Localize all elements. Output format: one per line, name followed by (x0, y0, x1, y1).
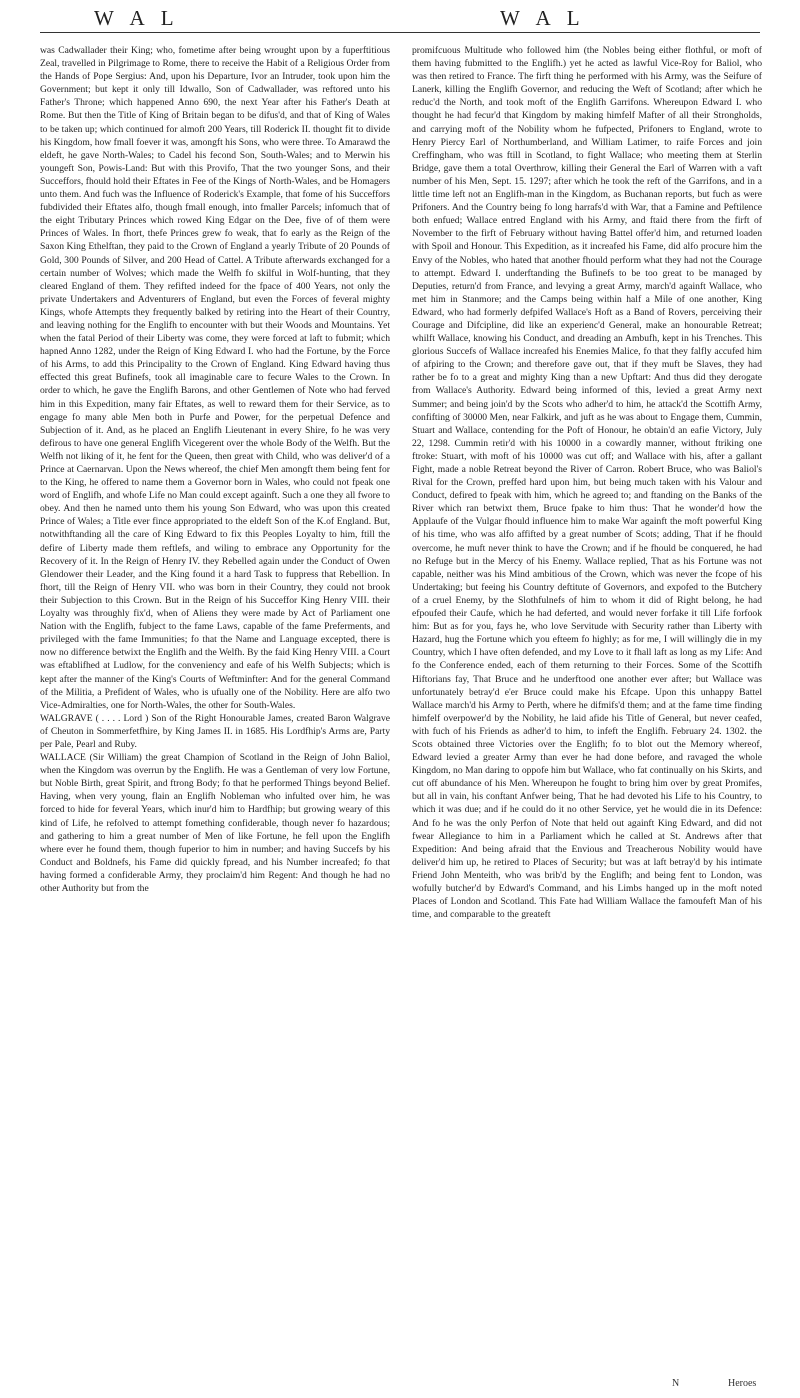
catchword: Heroes (728, 1378, 757, 1389)
header-rule (40, 32, 760, 33)
signature-mark: N (672, 1378, 680, 1389)
entry-walgrave: WALGRAVE ( . . . . Lord ) Son of the Right Honourable James, created Baron Walgrave of Cheuton in Sommerfetfhire, by King James II. in 1685. His Lordfhip's Arms are, Party per Pale, Pearl and Ruby. (40, 712, 390, 750)
running-head-left: W A L (94, 6, 180, 30)
entry-wales-continued: was Cadwallader their King; who, fometime after being wrought upon by a fuperftitious Zeal, travelled in Pilgrimage to Rome, there to receive the Habit of a Religious Order from the Hands of Pope Sergius: And, upon his Departure, Ivor an Intruder, took upon him the Government; but kept it only till Idwallo, Son of Cadwallader, was reftored unto his Father's Throne; which happened Anno 690, the next Year after his Father's Death at Rome. But then the Title of King of Britain began to be difus'd, and that of King of Wales to be taken up; which continued for almoft 200 Years, till Roderick II. thought fit to divide his Kingdom, how fmall foever it was, amongft his Sons, who were three. To Amarawd the eldeft, he gave North-Wales; to Cadel his fecond Son, South-Wales; and to Merwin his youngeft Son, Powis-Land: But with this Provifo, That the two younger Sons, and their Succeffors, fhould hold their Eftates in Fee of the Kings of North-Wales, and be Homagers unto them. And fuch was the Influence of Roderick's Example, that fome of his Succeffors fubdivided their Eftates alfo, though fmall enough, into fmaller Parcels; infomuch that of the eight Tributary Princes which rowed King Edgar on the Dee, five of of them were Princes of Wales. In fhort, thefe Princes grew fo weak, that fo early as the Reign of the Saxon King Ethelftan, they paid to the Crown of England a yearly Tribute of 20 Pounds of Gold, 300 Pounds of Silver, and 200 Head of Cattel. A Tribute afterwards exchanged for a certain number of Wolves; which made the Welfh fo skilful in Wolf-hunting, that they cleared England of them. They refifted indeed for the fpace of 400 Years, not only the private Undertakers and Adventurers of England, but even the Forces of feveral mighty Kings, whofe Attempts they frequently balked by retiring into the Heart of their Country, and leaving nothing for the Englifh to encounter with but their Woods and Mountains. Yet when the fatal Period of their Liberty was come, they were forced at laft to fubmit; which hapned Anno 1282, under the Reign of King Edward I. who had the Fortune, by the Force of his Arms, to add this Principality to the Crown of England. King Edward having thus effected this great Bufinefs, took all imaginable care to fecure Wales to the Crown. In order to which, he gave the Englifh Barons, and other Gentlemen of Note who had ferved him in this Expedition, many fair Eftates, as well to reward them for their Service, as to engage fo many able Men both in Purfe and Power, for the perpetual Defence and Subjection of it. And, as he placed an Englifh Lieutenant in every Shire, fo he was very defirous to have one general Englifh Vicegerent over the whole Body of the Welfh. But the Welfh not liking of it, he fent for the Queen, then great with Child, who was deliver'd of a Prince at Caernarvan. Upon the News whereof, the chief Men amongft them being fent for to the King, he offered to name them a Governor born in Wales, who could not fpeak one word of Englifh, and whofe Life no Man could except againft. Such a one they all fwore to obey. And then he named unto them his young Son Edward, who was upon this created Prince of Wales; a Title ever fince appropriated to the eldeft Son of the K.of England. But, notwithftanding all the care of King Edward to fix this Peoples Loyalty to him, ftill the defire of Liberty made them reftlefs, and wiling to embrace any Opportunity for the Recovery of it. In the Reign of Henry IV. they Rebelled again under the Conduct of Owen Glendower their Leader, and the King found it a hard Task to fuppress that Rebellion. In fhort, till the Reign of Henry VII. who was born in their Country, they could not brook their Subjection to this Crown. But in the Reign of his Succeffor King Henry VIII. their Loyalty was throughly fix'd, when of Aliens they were made by Act of Parliament one Nation with the Englifh, fubject to the fame Laws, capable of the fame Preferments, and privileged with the fame Immunities; fo that the Name and Language excepted, there is now no difference betwixt the Englifh and the Welfh. By the faid King Henry VIII. a Court was eftablifhed at Ludlow, for the conveniency and eafe of his Welfh Subjects; which is kept after the manner of the King's Courts of Weftminfter: And for the general Command of the Militia, a Prefident of Wales, who is ufually one of the Nobility. Here are alfo two Vice-Admiralties, one for North-Wales, the other for South-Wales. (40, 45, 390, 711)
entry-wallace: WALLACE (Sir William) the great Champion of Scotland in the Reign of John Baliol, when the Kingdom was overrun by the Englifh. He was a Gentleman of very low Fortune, but Noble Birth, great Spirit, and ftrong Body; fo that he performed Things beyond Belief. Having, when very young, flain an Englifh Nobleman who infulted over him, he was forced to hide for feveral Years, which inur'd him to Hardfhip; but growing weary of this kind of Life, he refolved to attempt fomething confiderable, though never fo hazardous; and gathering to him a great number of Men of like Fortune, he fell upon the Englifh where ever he found them, though fuperior to him in number; and having Succefs by his Conduct and Boldnefs, his Fame did quickly fpread, and his Number increafed; fo that having formed a confiderable Army, they proclaim'd him Regent: And though he had no other Authority but from the (40, 752, 390, 894)
left-column (40, 44, 390, 895)
right-column (412, 44, 762, 921)
running-head-right: W A L (500, 6, 586, 30)
entry-wallace-continued: promifcuous Multitude who followed him (the Nobles being either flothful, or moft of them having fubmitted to the Englifh.) yet he acted as lawful Vice-Roy for Baliol, who was then retired to France. The firft thing he performed with his Army, was the Seifure of Lanerk, killing the Englifh Governor, and reducing the Weft of Scotland; after which he reduc'd the North, and took moft of the Englifh Garrifons. Whereupon Edward I. who thought he had fecur'd that Kingdom by making himfelf Mafter of all their Strongholds, and carrying moft of the Nobility whom he fufpected, Prifoners to England, wrote to Henry Piercy Earl of Northumberland, and William Latimer, to raife Forces and join Creffingham, who was ftill in Scotland, to fight Wallace; who meeting them at Sterlin Bridge, gave them a total Overthrow, killing their General the Earl of Warren with a vaft number of his Men, Sept. 15. 1297; after which he took the reft of the Garrifons, and in a little time left not an Englifh-man in the Kingdom, as Buchanan reports, but fuch as were Prifoners. And the Country being fo long harrafs'd with War, that a Famine and Peftilence both enfued; Wallace entred England with his Army, and ftaid there from the firft of November to the firft of February without having Battel offer'd him, and returned loaden with Spoil and Honour. This Expedition, as it increafed his Fame, did alfo procure him the Envy of the Nobles, who hated that another fhould perform what they had not the Courage to attempt. Edward I. underftanding the Bufinefs to be too great to be managed by Deputies, return'd from France, and levying a great Army, march'd againft Wallace, who met him in Stanmore; and the Camps being within half a Mile of one another, King Edward, who had formerly defpifed Wallace's Hoft as a Band of Rovers, perceiving their Courage and Difcipline, did like an experienc'd General, make an honourable Retreat; whilft Wallace, knowing his Conduct, and dreading an Ambufh, kept in his Trenches. This glorious Succefs of Wallace increafed his Enemies Malice, fo that they falfly accufed him of afpiring to the Crown; and therefore gave out, that if they muft be Slaves, they had rather be fo to a great and mighty King than a new Upftart: And thus did they derogate from Wallace's Authority. Edward being informed of this, levied a great Army next Summer; and being join'd by the Scots who adher'd to him, he attack'd the Scottifh Army, confifting of 30000 Men, near Falkirk, and juft as he was about to Engage them, Cummin, Stuart and Wallace, contending for the Poft of Honour, he obtain'd an eafie Victory, July 22, 1298. Cummin retir'd with his 10000 in a cowardly manner, without ftriking one ftroke: Stuart, with moft of his 10000 was cut off; and Wallace with his, after a gallant Fight, made a noble Retreat beyond the River of Carron. Robert Bruce, who was Baliol's Rival for the Crown, preffed hard upon him, but being much taken with his Valour and Conduct, defired to fpeak with him, which he agreed to; and ftanding on the Banks of the River which ran betwixt them, Bruce fpake to him thus: That he wonder'd how the Applaufe of the Vulgar fhould influence him to make War againft the moft powerful King of his time, who was alfo affifted by a great number of Scots; adding, That if he fhould overcome, he muft never think to have the Crown; and if he fhould be conquered, he had no Refuge but in the Mercy of his Enemy. Wallace replied, That as his Fortune was not capable, neither was his Mind ambitious of the Crown, which was never the fcope of his Undertaking; but feeing his Country deftitute of Governors, and expofed to the Butchery of a cruel Enemy, by the Slothfulnefs of him to whom it did of Right belong, he had efpoufed their Caufe, which he had deferted, and would never forfake it till Life forfook him: But as for you, fays he, who love Servitude with Security rather than Liberty with Hazard, hug the Fortune which you efteem fo highly; as for me, I will willingly die in my Country, which I have often defended, and my Love to it fhall laft as long as my Life: And fo the Conference ended, each of them returning to their Forces. Some of the Scottifh Hiftorians fay, That Bruce and he underftood one another ever after; but Wallace was unfortunately betray'd e'er Bruce could make his Efcape. Upon this unhappy Battel Wallace march'd his Army to Perth, where he difmifs'd them; and at the fame time finding himfelf overpower'd by the Nobility, he laid afide his Title of General, but never ceafed, with fuch of his Friends as adher'd to him, to infeft the Englifh. February 24. 1302. the Scots obtained three Victories over the Englifh; fo to blot out the Memory whereof, Edward levied a greater Army than ever he had done before, and ravaged the whole Kingdom, no Man daring to oppofe him but Wallace, who fat continually on his Skirts, and cut off abundance of his Men. Whereupon he fought to bring him over by great Promifes, but all in vain, his conftant Anfwer being, That he had devoted his Life to his Country, to which it was due; and if he could do it no other Service, yet he would die in its Defence: And fo he was the only Perfon of Note that held out againft King Edward, and did not fwear Allegiance to him in a Parliament which he called at St. Andrews after that Expedition: And being afraid that the Envious and Treacherous Nobility would have deliver'd him up, he retired to Places of Security; but was at laft betray'd by his intimate Friend John Menteith, who was brib'd by the Englifh; and being fent to London, was wofully butcher'd by Edward's Command, and his Limbs hanged up in the moft noted Places of London and Scotland. This Fate had William Wallace the famoufeft Man of his time, and comparable to the greateft (412, 45, 762, 921)
